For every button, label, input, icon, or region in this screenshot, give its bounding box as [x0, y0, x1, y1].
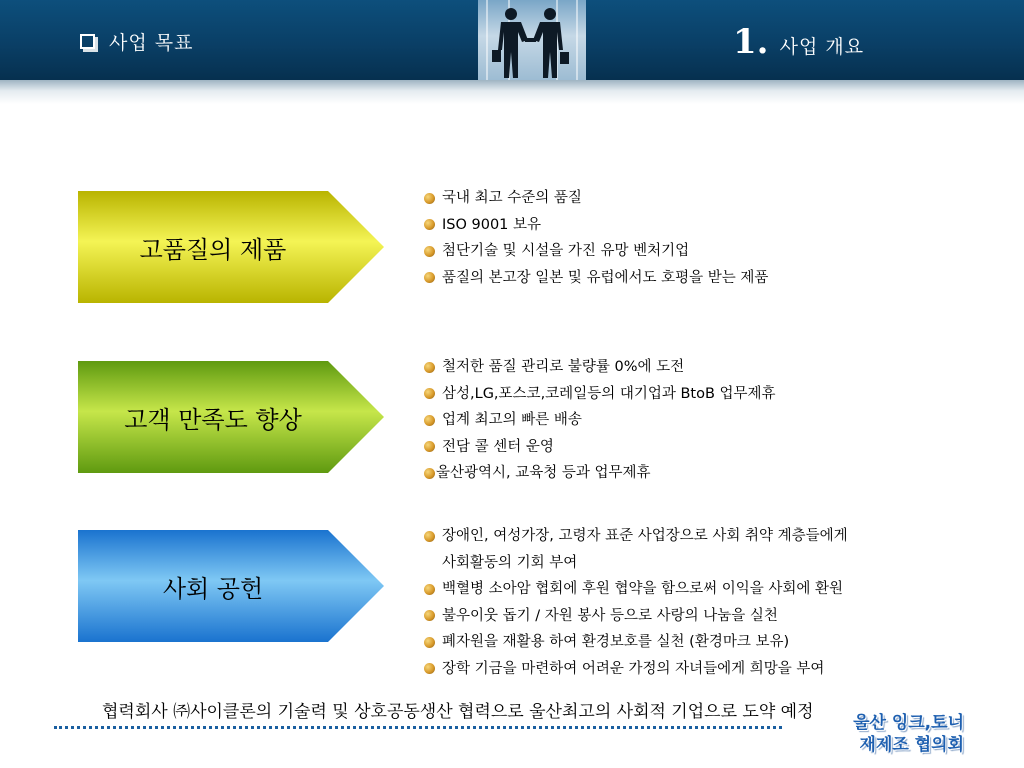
list-item: 백혈병 소아암 협회에 후원 협약을 함으로써 이익을 사회에 환원 [424, 576, 848, 603]
list-item: 울산광역시, 교육청 등과 업무제휴 [424, 460, 776, 487]
goal-label: 고품질의 제품 [139, 235, 287, 264]
dotted-divider [54, 726, 782, 729]
list-item: ISO 9001 보유 [424, 212, 768, 239]
bullet-icon [424, 441, 435, 452]
goal-arrow-contribution [78, 530, 386, 642]
bullet-icon [424, 388, 435, 399]
checkbox-bullet-icon [80, 34, 95, 49]
list-item: 철저한 품질 관리로 불량률 0%에 도전 [424, 354, 776, 381]
list-item: 장학 기금을 마련하여 어려운 가정의 자녀들에게 희망을 부여 [424, 656, 848, 683]
bullet-icon [424, 415, 435, 426]
goal-label: 사회 공헌 [162, 574, 264, 603]
bullet-icon [424, 663, 435, 674]
footer-statement: 협력회사 ㈜사이클론의 기술력 및 상호공동생산 협력으로 울산최고의 사회적 기업으로 도약 예정 [102, 702, 814, 722]
organization-name-line1: 울산 잉크,토너 [853, 713, 964, 733]
bullet-icon [424, 272, 435, 283]
goal-detail-list-quality [424, 185, 768, 291]
goal-label: 고객 만족도 향상 [124, 405, 302, 434]
bullet-icon [424, 246, 435, 257]
list-item: 전담 콜 센터 운영 [424, 434, 776, 461]
goal-detail-list-contribution [424, 523, 848, 682]
bullet-icon [424, 193, 435, 204]
bullet-icon [424, 531, 435, 542]
bullet-icon [424, 610, 435, 621]
goal-arrow-satisfaction [78, 361, 386, 473]
list-item-continuation: 사회활동의 기회 부여 [442, 554, 578, 571]
bullet-icon [424, 637, 435, 648]
organization-name [853, 712, 964, 756]
list-item: 장애인, 여성가장, 고령자 표준 사업장으로 사회 취약 계층들에게 [424, 523, 848, 550]
bullet-icon [424, 468, 435, 479]
section-title [80, 28, 193, 55]
list-item: 불우이웃 돕기 / 자원 봉사 등으로 사랑의 나눔을 실천 [424, 603, 848, 630]
list-item: 품질의 본고장 일본 및 유럽에서도 호평을 받는 제품 [424, 265, 768, 292]
section-title-text: 사업 목표 [109, 32, 194, 54]
list-item: 국내 최고 수준의 품질 [424, 185, 768, 212]
bullet-icon [424, 362, 435, 373]
chapter-title: 사업 개요 [779, 36, 865, 58]
handshake-photo [478, 0, 586, 80]
header-shadow [0, 80, 1024, 104]
list-item: 삼성,LG,포스코,코레일등의 대기업과 BtoB 업무제휴 [424, 381, 776, 408]
organization-name-line2: 재제조 협의회 [859, 735, 964, 755]
chapter-heading [733, 22, 864, 62]
list-item: 첨단기술 및 시설을 가진 유망 벤처기업 [424, 238, 768, 265]
goal-detail-list-satisfaction [424, 354, 776, 487]
bullet-icon [424, 584, 435, 595]
bullet-icon [424, 219, 435, 230]
list-item: 업계 최고의 빠른 배송 [424, 407, 776, 434]
chapter-number: 1. [733, 22, 769, 62]
handshake-silhouette-icon [478, 0, 586, 80]
goal-arrow-quality [78, 191, 386, 303]
list-item: 폐자원을 재활용 하여 환경보호를 실천 (환경마크 보유) [424, 629, 848, 656]
